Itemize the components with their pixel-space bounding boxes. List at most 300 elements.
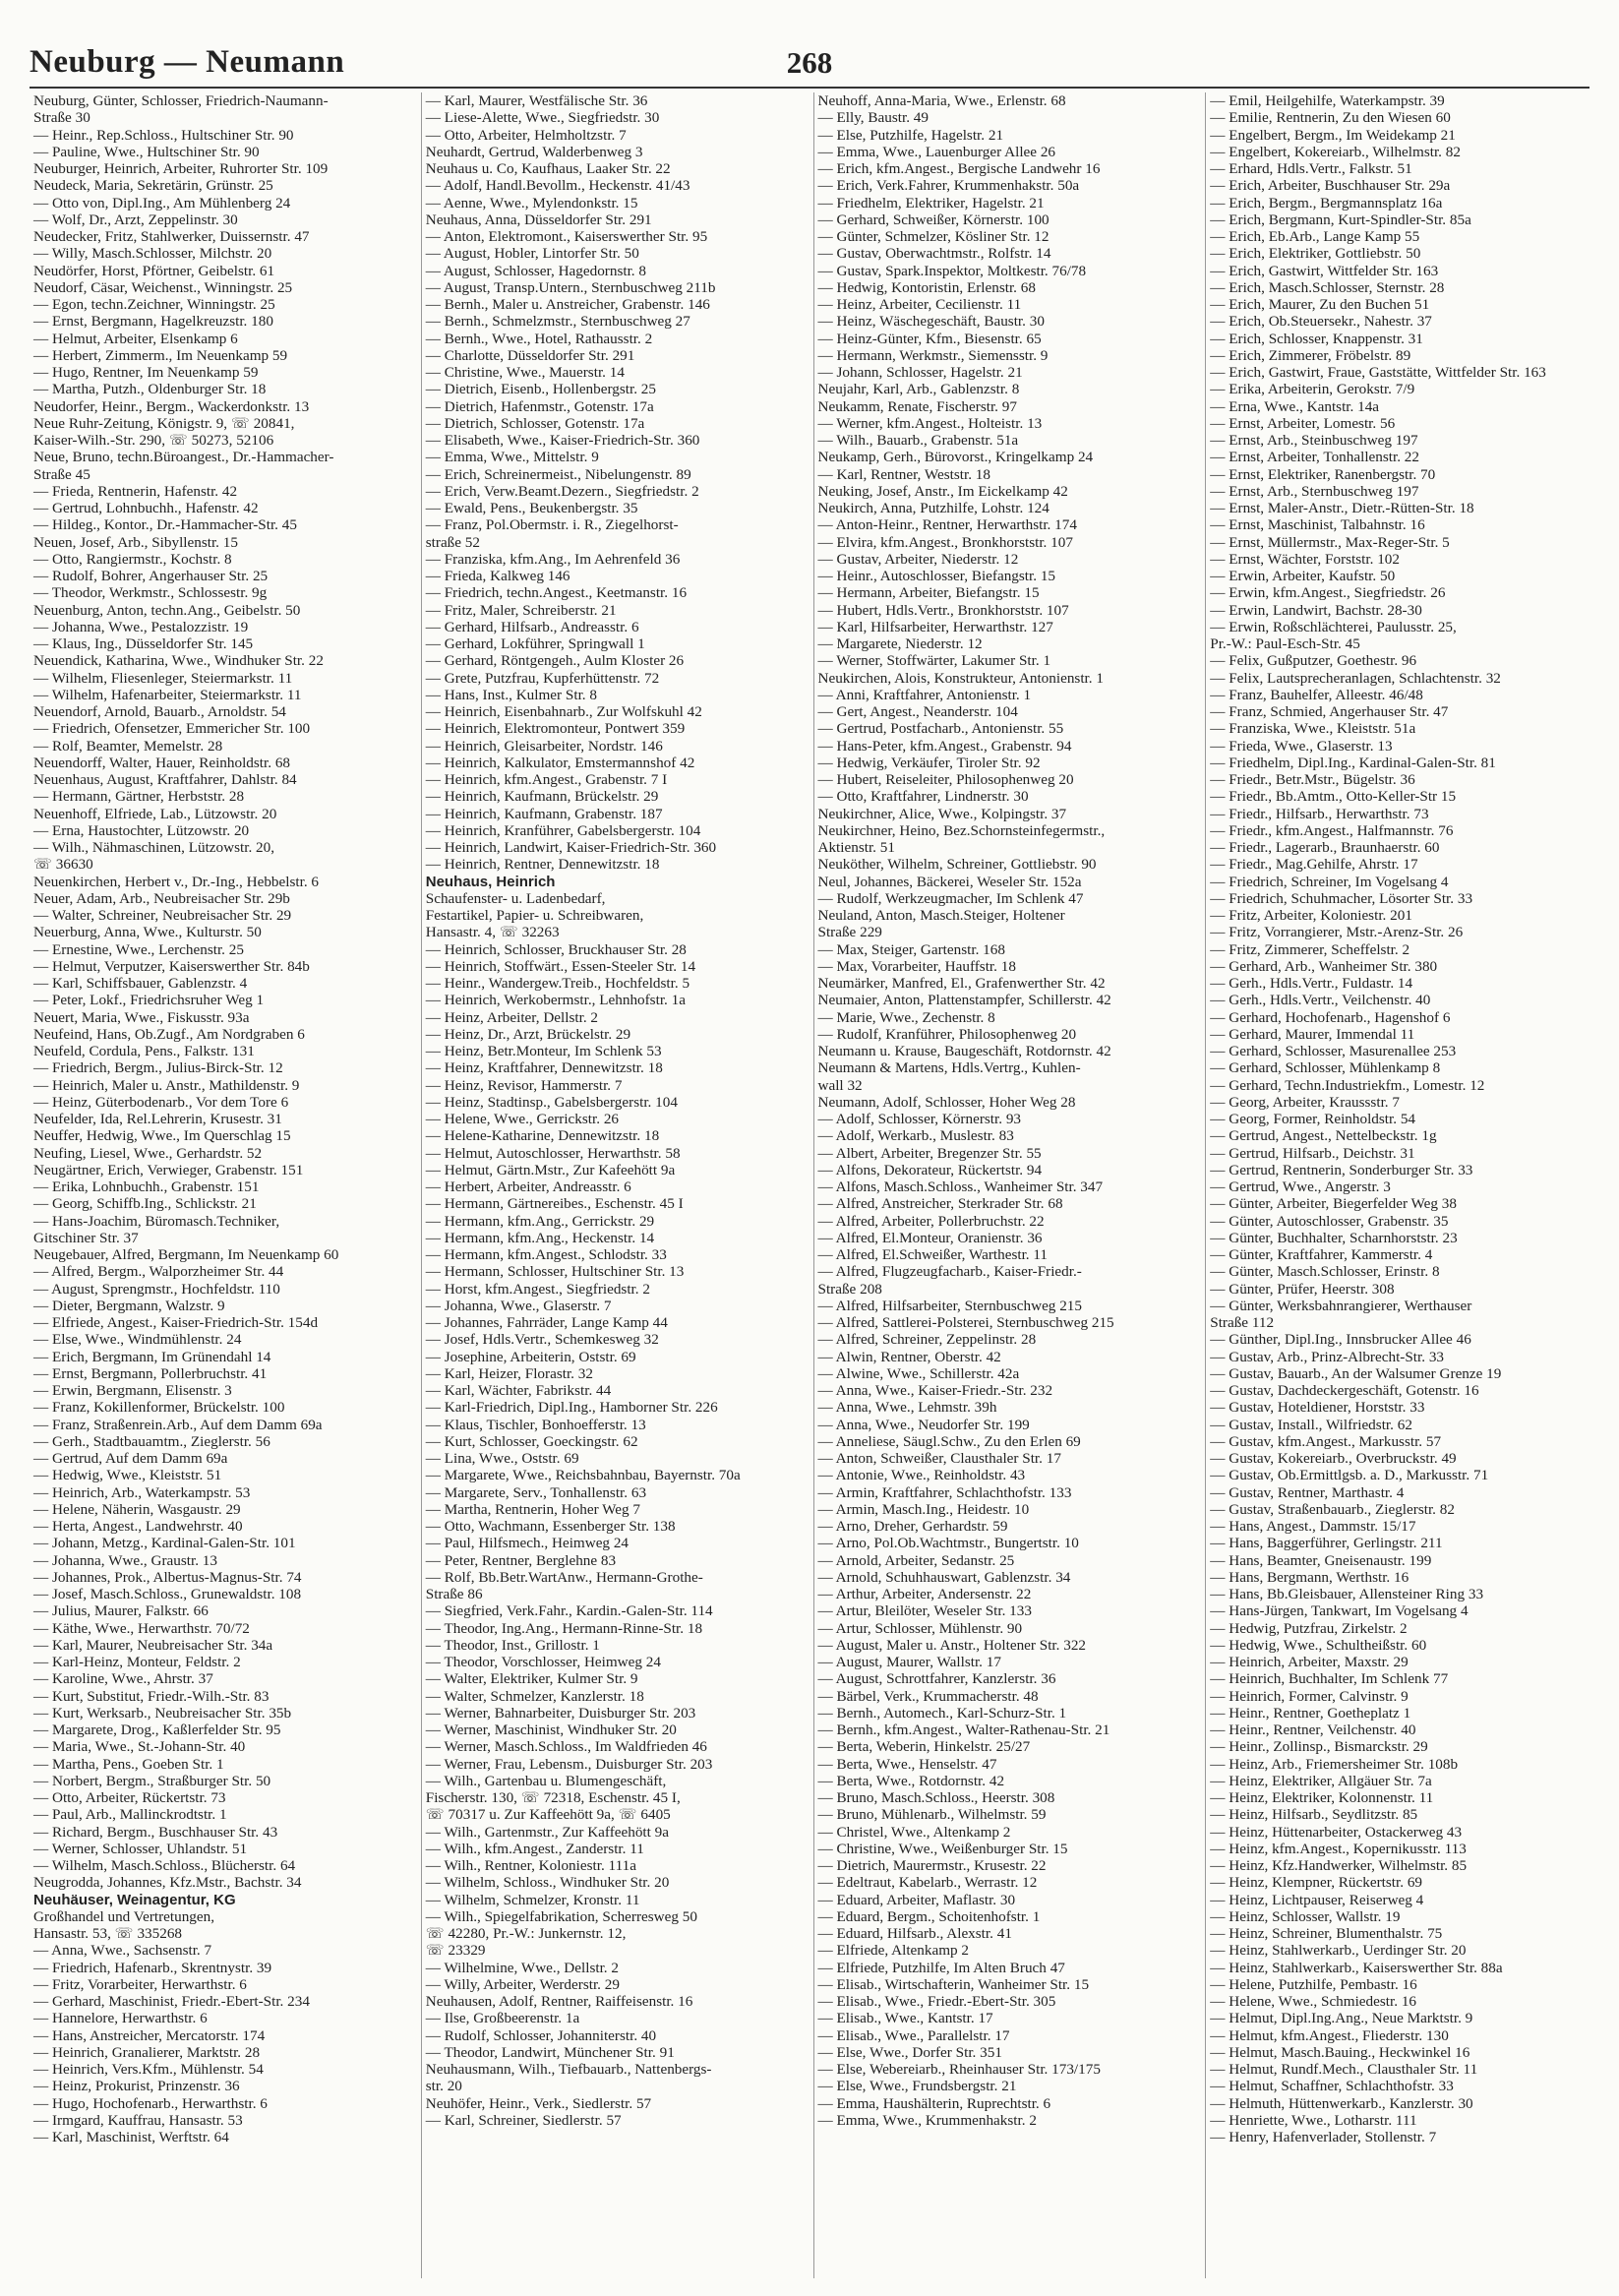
directory-entry: — Willy, Arbeiter, Werderstr. 29 <box>425 1975 620 1993</box>
directory-entry: — Heinz, Klempner, Rückertstr. 69 <box>1210 1874 1423 1892</box>
directory-entry: — Erwin, Arbeiter, Kaufstr. 50 <box>1210 568 1396 584</box>
directory-entry: — Frieda, Wwe., Glaserstr. 13 <box>1210 737 1393 755</box>
directory-entry: — Heinz, Güterbodenarb., Vor dem Tore 6 <box>33 1093 289 1111</box>
directory-entry: — Rudolf, Werkzeugmacher, Im Schlenk 47 <box>817 889 1084 907</box>
directory-entry: — Erwin, Bergmann, Elisenstr. 3 <box>33 1382 232 1399</box>
directory-entry: Neufeld, Cordula, Pens., Falkstr. 131 <box>33 1043 255 1059</box>
directory-entry: — Margarete, Wwe., Reichsbahnbau, Bayernstr. 70a <box>425 1467 741 1484</box>
directory-entry: — Helene, Wwe., Gerrickstr. 26 <box>425 1111 620 1127</box>
directory-entry: — Friedrich, techn.Angest., Keetmanstr. 16 <box>425 584 688 602</box>
directory-entry: — Henriette, Wwe., Lotharstr. 111 <box>1210 2111 1417 2129</box>
directory-entry: — Theodor, Werkmstr., Schlossestr. 9g <box>33 584 268 602</box>
directory-entry: — Friedr., Bb.Amtm., Otto-Keller-Str 15 <box>1210 788 1457 806</box>
directory-entry: — Karl, Schiffsbauer, Gablenzstr. 4 <box>33 975 248 992</box>
directory-entry: Neuendorf, Arnold, Bauarb., Arnoldstr. 54 <box>33 703 286 720</box>
directory-entry: — Helmut, Gärtn.Mstr., Zur Kafeehött 9a <box>425 1161 676 1178</box>
directory-entry: Neue, Bruno, techn.Büroangest., Dr.-Hammacher- <box>33 449 334 466</box>
directory-entry: — Otto, Rangiermstr., Kochstr. 8 <box>33 550 232 568</box>
directory-entry: Neuhausen, Adolf, Rentner, Raiffeisenstr. 16 <box>425 1993 693 2010</box>
directory-entry: — Gertrud, Hilfsarb., Deichstr. 31 <box>1210 1144 1415 1162</box>
directory-entry: — Theodor, Inst., Grillostr. 1 <box>425 1636 600 1654</box>
directory-entry: — Heinz, Stahlwerkarb., Kaiserswerther Str. 88a <box>1210 1959 1503 1976</box>
directory-entry: — Erika, Arbeiterin, Gerokstr. 7/9 <box>1210 381 1415 398</box>
directory-entry: — Gertrud, Angest., Nettelbeckstr. 1g <box>1210 1127 1437 1145</box>
directory-entry: — Friedr., Betr.Mstr., Bügelstr. 36 <box>1210 771 1415 788</box>
directory-entry: — Helmut, Arbeiter, Elsenkamp 6 <box>33 330 238 347</box>
directory-entry: — Artur, Schlosser, Mühlenstr. 90 <box>817 1619 1023 1637</box>
directory-entry: — Max, Vorarbeiter, Hauffstr. 18 <box>817 957 1016 975</box>
directory-entry: — Helene, Wwe., Schmiedestr. 16 <box>1210 1993 1417 2010</box>
directory-entry: — Heinz, Arb., Friemersheimer Str. 108b <box>1210 1755 1459 1773</box>
directory-entry: — Heinrich, Arbeiter, Maxstr. 29 <box>1210 1654 1409 1670</box>
directory-entry: — Karl-Friedrich, Dipl.Ing., Hamborner Str. 226 <box>425 1399 718 1417</box>
directory-entry: — Anton, Elektromont., Kaiserswerther Str. 95 <box>425 228 708 245</box>
directory-entry: — Gustav, Arbeiter, Niederstr. 12 <box>817 550 1019 568</box>
directory-entry: — Heinz, Stahlwerkarb., Uerdinger Str. 20 <box>1210 1942 1467 1960</box>
directory-entry: Neugebauer, Alfred, Bergmann, Im Neuenkamp 60 <box>33 1246 339 1263</box>
directory-entry: ☏ 70317 u. Zur Kaffeehött 9a, ☏ 6405 <box>425 1806 671 1824</box>
directory-entry: str. 20 <box>425 2078 462 2095</box>
directory-entry: — Erna, Wwe., Kantstr. 14a <box>1210 397 1380 415</box>
directory-entry: — Werner, Maschinist, Windhuker Str. 20 <box>425 1722 677 1738</box>
directory-entry: — Martha, Rentnerin, Hoher Weg 7 <box>425 1500 640 1518</box>
directory-entry: — Bernh., Wwe., Hotel, Rathausstr. 2 <box>425 330 653 347</box>
directory-entry: — Wilh., kfm.Angest., Zanderstr. 11 <box>425 1840 644 1857</box>
directory-entry: Neuhardt, Gertrud, Walderbenweg 3 <box>425 143 643 160</box>
directory-entry: — Arno, Pol.Ob.Wachtmstr., Bungertstr. 10 <box>817 1535 1079 1552</box>
directory-entry: Neuburg, Günter, Schlosser, Friedrich-Naumann- <box>33 92 329 109</box>
directory-entry: — Karl-Heinz, Monteur, Feldstr. 2 <box>33 1654 241 1670</box>
directory-entry: — Else, Wwe., Windmühlenstr. 24 <box>33 1331 242 1349</box>
directory-entry: — Gustav, kfm.Angest., Markusstr. 57 <box>1210 1432 1442 1450</box>
directory-entry: — Alfred, Hilfsarbeiter, Sternbuschweg 215 <box>817 1297 1082 1314</box>
directory-entry: — Gustav, Kokereiarb., Overbruckstr. 49 <box>1210 1450 1457 1467</box>
directory-entry: — Elfriede, Altenkamp 2 <box>817 1942 970 1960</box>
directory-entry: — Paul, Arb., Mallinckrodtstr. 1 <box>33 1806 227 1824</box>
column-4 <box>1206 92 1597 2278</box>
directory-entry: — Heinr., Rentner, Veilchenstr. 40 <box>1210 1722 1416 1738</box>
directory-entry: — Heinrich, Rentner, Dennewitzstr. 18 <box>425 856 660 874</box>
directory-entry: — Erich, Schlosser, Knappenstr. 31 <box>1210 330 1423 347</box>
directory-entry: — Gerhard, Hochofenarb., Hagenshof 6 <box>1210 1008 1451 1026</box>
directory-entry: Neuffer, Hedwig, Wwe., Im Querschlag 15 <box>33 1127 291 1145</box>
directory-entry: — Anna, Wwe., Lehmstr. 39h <box>817 1399 997 1417</box>
directory-entry: — Heinrich, Former, Calvinstr. 9 <box>1210 1687 1409 1705</box>
directory-entry: — Friedr., Hilfsarb., Herwarthstr. 73 <box>1210 805 1429 822</box>
directory-entry: — Otto, Kraftfahrer, Lindnerstr. 30 <box>817 788 1029 806</box>
directory-entry: — Charlotte, Düsseldorfer Str. 291 <box>425 346 635 364</box>
directory-entry: — Heinrich, Stoffwärt., Essen-Steeler Str. 14 <box>425 957 696 975</box>
directory-entry: — Hans, Bergmann, Werthstr. 16 <box>1210 1568 1409 1586</box>
directory-entry: — Rudolf, Schlosser, Johanniterstr. 40 <box>425 2026 657 2044</box>
directory-entry: — Ernst, Müllermstr., Max-Reger-Str. 5 <box>1210 533 1450 551</box>
directory-entry: — Friedrich, Schreiner, Im Vogelsang 4 <box>1210 873 1449 890</box>
directory-entry: — Franz, Bauhelfer, Alleestr. 46/48 <box>1210 686 1423 703</box>
directory-entry: — Gerhard, Lokführer, Springwall 1 <box>425 635 645 652</box>
directory-entry: — Theodor, Landwirt, Münchener Str. 91 <box>425 2043 675 2061</box>
directory-entry: Neufeind, Hans, Ob.Zugf., Am Nordgraben 6 <box>33 1025 305 1043</box>
directory-entry: — Werner, kfm.Angest., Holteistr. 13 <box>817 414 1043 432</box>
directory-entry: — Erich, Zimmerer, Fröbelstr. 89 <box>1210 346 1411 364</box>
directory-entry: — Heinrich, Werkobermstr., Lehnhofstr. 1a <box>425 992 686 1009</box>
directory-entry: — Wilhelm, Schloss., Windhuker Str. 20 <box>425 1874 670 1892</box>
directory-entry: Neugrodda, Johannes, Kfz.Mstr., Bachstr. 34 <box>33 1874 302 1892</box>
directory-entry: — Rudolf, Bohrer, Angerhauser Str. 25 <box>33 568 269 584</box>
directory-entry: — Erwin, kfm.Angest., Siegfriedstr. 26 <box>1210 584 1446 602</box>
page-header <box>30 37 1589 89</box>
directory-entry: — Gertrud, Wwe., Angerstr. 3 <box>1210 1178 1391 1195</box>
directory-entry: Neuburger, Heinrich, Arbeiter, Ruhrorter Str. 109 <box>33 160 329 177</box>
directory-entry: — Heinrich, Landwirt, Kaiser-Friedrich-Str. 360 <box>425 839 717 856</box>
directory-entry: — Alfred, Arbeiter, Pollerbruchstr. 22 <box>817 1212 1045 1230</box>
directory-entry: — Heinz, Arbeiter, Dellstr. 2 <box>425 1008 599 1026</box>
directory-entry: — Johanna, Wwe., Pestalozzistr. 19 <box>33 618 249 635</box>
directory-entry: — Bruno, Masch.Schloss., Heerstr. 308 <box>817 1789 1055 1806</box>
directory-entry: — Helmut, Schaffner, Schlachthofstr. 33 <box>1210 2078 1454 2095</box>
directory-entry: Schaufenster- u. Ladenbedarf, <box>425 889 606 907</box>
directory-entry: — Adolf, Schlosser, Körnerstr. 93 <box>817 1111 1022 1127</box>
directory-entry: — Helmuth, Hüttenwerkarb., Kanzlerstr. 30 <box>1210 2094 1473 2112</box>
directory-entry: — Egon, techn.Zeichner, Winningstr. 25 <box>33 296 275 313</box>
directory-entry: ☏ 23329 <box>425 1942 486 1960</box>
directory-entry: — August, Hobler, Lintorfer Str. 50 <box>425 245 639 263</box>
directory-entry: — Helmut, Rundf.Mech., Clausthaler Str. 11 <box>1210 2061 1478 2078</box>
directory-entry: — Günther, Dipl.Ing., Innsbrucker Allee 46 <box>1210 1331 1471 1349</box>
directory-entry: Straße 45 <box>33 465 90 483</box>
directory-entry: — Frieda, Rentnerin, Hafenstr. 42 <box>33 482 238 500</box>
directory-entry: — Anna, Wwe., Sachsenstr. 7 <box>33 1942 212 1960</box>
directory-entry: — Artur, Bleilöter, Weseler Str. 133 <box>817 1602 1032 1620</box>
directory-entry: — Elvira, kfm.Angest., Bronkhorststr. 107 <box>817 533 1073 551</box>
directory-entry: — Ilse, Großbeerenstr. 1a <box>425 2010 580 2027</box>
directory-entry: — Pauline, Wwe., Hultschiner Str. 90 <box>33 143 260 160</box>
directory-entry: Neuerburg, Anna, Wwe., Kulturstr. 50 <box>33 924 262 941</box>
directory-entry: — Walter, Elektriker, Kulmer Str. 9 <box>425 1670 638 1688</box>
directory-entry: — Elly, Baustr. 49 <box>817 109 929 127</box>
directory-entry: — Wilhelm, Masch.Schloss., Blücherstr. 64 <box>33 1857 296 1874</box>
directory-entry: Neufelder, Ida, Rel.Lehrerin, Krusestr. 31 <box>33 1111 282 1127</box>
directory-entry: — Heinz, Betr.Monteur, Im Schlenk 53 <box>425 1043 662 1059</box>
directory-entry: — Erich, Schreinermeist., Nibelungenstr. 89 <box>425 465 691 483</box>
directory-entry: — Wilhelm, Hafenarbeiter, Steiermarkstr. 11 <box>33 686 302 703</box>
directory-entry: Neumärker, Manfred, El., Grafenwerther Str. 42 <box>817 975 1106 992</box>
directory-entry: — Gustav, Dachdeckergeschäft, Gotenstr. 16 <box>1210 1382 1479 1399</box>
directory-entry: Neuland, Anton, Masch.Steiger, Holtener <box>817 907 1065 924</box>
header-title: Neuburg — Neumann <box>30 44 345 80</box>
directory-entry: — Willy, Masch.Schlosser, Milchstr. 20 <box>33 245 272 263</box>
directory-entry: — Richard, Bergm., Buschhauser Str. 43 <box>33 1823 278 1841</box>
page-number: 268 <box>786 45 833 80</box>
directory-entry: — Franz, Kokillenformer, Brückelstr. 100 <box>33 1399 285 1417</box>
directory-entry: Kaiser-Wilh.-Str. 290, ☏ 50273, 52106 <box>33 432 274 449</box>
directory-entry: Aktienstr. 51 <box>817 839 895 856</box>
directory-entry: — Hedwig, Putzfrau, Zirkelstr. 2 <box>1210 1619 1408 1637</box>
directory-entry: — Armin, Masch.Ing., Heidestr. 10 <box>817 1500 1030 1518</box>
directory-entry: — Heinz, Kraftfahrer, Dennewitzstr. 18 <box>425 1059 663 1077</box>
directory-entry: — Rolf, Beamter, Memelstr. 28 <box>33 737 223 755</box>
directory-entry: — Josef, Hdls.Vertr., Schemkesweg 32 <box>425 1331 659 1349</box>
directory-entry: — Marie, Wwe., Zechenstr. 8 <box>817 1008 995 1026</box>
directory-entry: Neuking, Josef, Anstr., Im Eickelkamp 42 <box>817 482 1068 500</box>
directory-entry: — Erich, Gastwirt, Fraue, Gaststätte, Wittfelder Str. 163 <box>1210 364 1546 381</box>
directory-entry: — Anton, Schweißer, Clausthaler Str. 17 <box>817 1450 1061 1467</box>
directory-entry: — Otto, Wachmann, Essenberger Str. 138 <box>425 1518 676 1535</box>
directory-entry: — Helmut, kfm.Angest., Fliederstr. 130 <box>1210 2026 1449 2044</box>
directory-entry: — Gert, Angest., Neanderstr. 104 <box>817 703 1018 720</box>
directory-entry: — Theodor, Ing.Ang., Hermann-Rinne-Str. 18 <box>425 1619 703 1637</box>
directory-entry: — Friedhelm, Elektriker, Hagelstr. 21 <box>817 194 1045 211</box>
directory-entry: — Erich, Elektriker, Gottliebstr. 50 <box>1210 245 1421 263</box>
directory-entry: Neukirchner, Heino, Bez.Schornsteinfegermstr., <box>817 821 1106 839</box>
directory-entry: — Gerhard, Röntgengeh., Aulm Kloster 26 <box>425 652 685 670</box>
directory-entry: — Georg, Former, Reinholdstr. 54 <box>1210 1111 1416 1127</box>
directory-entry: — Heinrich, Kranführer, Gabelsbergerstr. 104 <box>425 821 701 839</box>
directory-entry: Straße 208 <box>817 1280 882 1298</box>
directory-entry: Großhandel und Vertretungen, <box>33 1907 215 1925</box>
directory-entry: Neul, Johannes, Bäckerei, Weseler Str. 152a <box>817 873 1082 890</box>
directory-entry: — Rolf, Bb.Betr.WartAnw., Hermann-Grothe- <box>425 1568 703 1586</box>
directory-entry: — Anton-Heinr., Rentner, Herwarthstr. 174 <box>817 516 1077 534</box>
directory-entry: — Gerhard, Techn.Industriekfm., Lomestr. 12 <box>1210 1076 1485 1094</box>
directory-entry: — Herbert, Arbeiter, Andreasstr. 6 <box>425 1178 631 1195</box>
directory-entry: — Herta, Angest., Landwehrstr. 40 <box>33 1518 243 1535</box>
directory-entry: — Adolf, Werkarb., Muslestr. 83 <box>817 1127 1014 1145</box>
directory-entry: — Bärbel, Verk., Krummacherstr. 48 <box>817 1687 1039 1705</box>
directory-entry: — Gerhard, Maschinist, Friedr.-Ebert-Str. 234 <box>33 1993 310 2010</box>
directory-entry: — Martha, Putzh., Oldenburger Str. 18 <box>33 381 267 398</box>
directory-entry: — Theodor, Vorschlosser, Heimweg 24 <box>425 1654 661 1670</box>
directory-entry: Neugärtner, Erich, Verwieger, Grabenstr. 151 <box>33 1161 304 1178</box>
directory-entry: — Franziska, kfm.Ang., Im Aehrenfeld 36 <box>425 550 681 568</box>
directory-entry: — Eduard, Arbeiter, Maflastr. 30 <box>817 1891 1016 1908</box>
directory-entry: — Wilh., Spiegelfabrikation, Scherresweg 50 <box>425 1907 697 1925</box>
directory-entry: — August, Transp.Untern., Sternbuschweg 211b <box>425 278 716 296</box>
directory-entry: Neudecker, Fritz, Stahlwerker, Duissernstr. 47 <box>33 228 310 245</box>
directory-entry: — Anna, Wwe., Neudorfer Str. 199 <box>817 1416 1030 1433</box>
directory-entry: — August, Maurer, Wallstr. 17 <box>817 1654 1001 1670</box>
directory-entry: — Fritz, Vorarbeiter, Herwarthstr. 6 <box>33 1975 247 1993</box>
directory-entry: — Gerh., Hdls.Vertr., Fuldastr. 14 <box>1210 975 1413 992</box>
directory-entry: — Hans-Jürgen, Tankwart, Im Vogelsang 4 <box>1210 1602 1469 1620</box>
directory-entry: — Hermann, kfm.Ang., Gerrickstr. 29 <box>425 1212 655 1230</box>
directory-entry: — Günter, Prüfer, Heerstr. 308 <box>1210 1280 1395 1298</box>
column-2 <box>422 92 814 2278</box>
directory-entry: — Alwine, Wwe., Schillerstr. 42a <box>817 1364 1020 1382</box>
directory-entry: — Franz, Pol.Obermstr. i. R., Ziegelhorst- <box>425 516 679 534</box>
directory-entry: — Berta, Wwe., Henselstr. 47 <box>817 1755 997 1773</box>
directory-entry: — Karl, Maschinist, Werftstr. 64 <box>33 2129 229 2145</box>
directory-entry: — Wilh., Bauarb., Grabenstr. 51a <box>817 432 1019 449</box>
directory-entry: — Hermann, Arbeiter, Biefangstr. 15 <box>817 584 1040 602</box>
directory-entry: — Peter, Rentner, Berglehne 83 <box>425 1551 617 1569</box>
directory-entry: — Ernst, Arbeiter, Tonhallenstr. 22 <box>1210 449 1419 466</box>
directory-entry: — Aenne, Wwe., Mylendonkstr. 15 <box>425 194 638 211</box>
directory-entry: — Arno, Dreher, Gerhardstr. 59 <box>817 1518 1008 1535</box>
directory-entry: Neuhoff, Anna-Maria, Wwe., Erlenstr. 68 <box>817 92 1066 109</box>
directory-entry: — Heinrich, kfm.Angest., Grabenstr. 7 I <box>425 771 668 788</box>
directory-entry: — Kurt, Substitut, Friedr.-Wilh.-Str. 83 <box>33 1687 270 1705</box>
directory-entry: — Hans-Peter, kfm.Angest., Grabenstr. 94 <box>817 737 1072 755</box>
directory-entry: — Bruno, Mühlenarb., Wilhelmstr. 59 <box>817 1806 1047 1824</box>
directory-entry: — Kurt, Schlosser, Goeckingstr. 62 <box>425 1432 638 1450</box>
directory-entry: — Hans, Angest., Dammstr. 15/17 <box>1210 1518 1416 1535</box>
directory-entry: — Heinz, kfm.Angest., Kopernikusstr. 113 <box>1210 1840 1467 1857</box>
directory-entry: — Gustav, Oberwachtmstr., Rolfstr. 14 <box>817 245 1051 263</box>
directory-entry: — Alfred, Anstreicher, Sterkrader Str. 68 <box>817 1195 1063 1213</box>
directory-entry: — Heinz, Arbeiter, Cecilienstr. 11 <box>817 296 1022 313</box>
directory-entry: — Johannes, Fahrräder, Lange Kamp 44 <box>425 1314 668 1331</box>
directory-entry: Neuköther, Wilhelm, Schreiner, Gottliebstr. 90 <box>817 856 1097 874</box>
directory-entry: — Hedwig, Verkäufer, Tiroler Str. 92 <box>817 754 1041 771</box>
directory-entry: — Alfred, El.Schweißer, Warthestr. 11 <box>817 1246 1049 1263</box>
directory-entry: — Karl, Heizer, Florastr. 32 <box>425 1364 593 1382</box>
directory-entry: — Ernst, Elektriker, Ranenbergstr. 70 <box>1210 465 1436 483</box>
directory-entry: Neukirch, Anna, Putzhilfe, Lohstr. 124 <box>817 500 1049 516</box>
directory-entry: — Anneliese, Säugl.Schw., Zu den Erlen 69 <box>817 1432 1081 1450</box>
directory-entry: — Wilhelm, Fliesenleger, Steiermarkstr. 11 <box>33 669 293 687</box>
directory-entry: — Hans, Bb.Gleisbauer, Allensteiner Ring 33 <box>1210 1586 1484 1602</box>
directory-entry: — Heinrich, Vers.Kfm., Mühlenstr. 54 <box>33 2061 264 2078</box>
directory-entry: — Otto, Arbeiter, Helmholtzstr. 7 <box>425 126 627 144</box>
directory-entry: — Else, Putzhilfe, Hagelstr. 21 <box>817 126 1004 144</box>
directory-entry: — Christel, Wwe., Altenkamp 2 <box>817 1823 1011 1841</box>
directory-entry: — Ewald, Pens., Beukenbergstr. 35 <box>425 500 638 516</box>
directory-entry: — Heinrich, Kaufmann, Grabenstr. 187 <box>425 805 663 822</box>
directory-entry: — Norbert, Bergm., Straßburger Str. 50 <box>33 1772 271 1789</box>
directory-entry: — Friedrich, Ofensetzer, Emmericher Str. 100 <box>33 720 311 738</box>
directory-entry: — Heinz, Stadtinsp., Gabelsbergerstr. 104 <box>425 1093 678 1111</box>
directory-entry: — Gertrud, Postfacharb., Antonienstr. 55 <box>817 720 1064 738</box>
directory-entry: — Helmut, Dipl.Ing.Ang., Neue Marktstr. 9 <box>1210 2010 1473 2027</box>
directory-entry: Hansastr. 4, ☏ 32263 <box>425 924 560 941</box>
directory-entry: Neuhausmann, Wilh., Tiefbauarb., Nattenbergs- <box>425 2061 712 2078</box>
directory-entry: — Franz, Straßenrein.Arb., Auf dem Damm 69a <box>33 1416 323 1433</box>
directory-entry: — Maria, Wwe., St.-Johann-Str. 40 <box>33 1738 246 1756</box>
directory-entry: Neuhaus u. Co, Kaufhaus, Laaker Str. 22 <box>425 160 671 177</box>
directory-entry: — Emma, Wwe., Mittelstr. 9 <box>425 449 599 466</box>
directory-entry: — Engelbert, Bergm., Im Weidekamp 21 <box>1210 126 1456 144</box>
directory-entry: — Elisab., Wwe., Parallelstr. 17 <box>817 2026 1010 2044</box>
directory-entry: — Heinrich, Kaufmann, Brückelstr. 29 <box>425 788 659 806</box>
directory-entry: — Hannelore, Herwarthstr. 6 <box>33 2010 208 2027</box>
directory-entry: — Günter, Kraftfahrer, Kammerstr. 4 <box>1210 1246 1433 1263</box>
directory-entry: — Ernst, Maschinist, Talbahnstr. 16 <box>1210 516 1425 534</box>
directory-entry: — Eduard, Hilfsarb., Alexstr. 41 <box>817 1925 1012 1942</box>
directory-entry: — Hermann, Gärtner, Herbststr. 28 <box>33 788 245 806</box>
directory-entry: — Günter, Werksbahnrangierer, Werthauser <box>1210 1297 1472 1314</box>
directory-entry: — Berta, Weberin, Hinkelstr. 25/27 <box>817 1738 1031 1756</box>
directory-entry: wall 32 <box>817 1076 863 1094</box>
directory-entry: — Bernh., Schmelzmstr., Sternbuschweg 27 <box>425 313 690 331</box>
directory-entry: — Werner, Schlosser, Uhlandstr. 51 <box>33 1840 248 1857</box>
directory-entry: — Gustav, Hoteldiener, Horststr. 33 <box>1210 1399 1425 1417</box>
directory-entry: — Erich, Verk.Fahrer, Krummenhakstr. 50a <box>817 177 1080 195</box>
directory-entry: — Arnold, Arbeiter, Sedanstr. 25 <box>817 1551 1015 1569</box>
directory-entry: — Heinrich, Eisenbahnarb., Zur Wolfskuhl 42 <box>425 703 702 720</box>
directory-entry: Neudorf, Cäsar, Weichenst., Winningstr. 25 <box>33 278 293 296</box>
directory-entry: — Erich, Bergm., Bergmannsplatz 16a <box>1210 194 1443 211</box>
directory-entry: — Rudolf, Kranführer, Philosophenweg 20 <box>817 1025 1077 1043</box>
directory-entry: — Heinz, Schreiner, Blumenthalstr. 75 <box>1210 1925 1443 1942</box>
directory-entry: Neudörfer, Horst, Pförtner, Geibelstr. 61 <box>33 262 275 279</box>
directory-entry: — Friedhelm, Dipl.Ing., Kardinal-Galen-Str. 81 <box>1210 754 1496 771</box>
directory-entry: — Hermann, Gärtnereibes., Eschenstr. 45 I <box>425 1195 684 1213</box>
directory-entry: — Hans, Inst., Kulmer Str. 8 <box>425 686 597 703</box>
directory-entry: — Heinr., Rentner, Goetheplatz 1 <box>1210 1704 1411 1722</box>
directory-entry: Pr.-W.: Paul-Esch-Str. 45 <box>1210 635 1360 652</box>
directory-entry: — Heinz, Schlosser, Wallstr. 19 <box>1210 1907 1401 1925</box>
directory-entry: — August, Schrottfahrer, Kanzlerstr. 36 <box>817 1670 1056 1688</box>
directory-entry: — Alfons, Dekorateur, Rückertstr. 94 <box>817 1161 1043 1178</box>
directory-entry: — Armin, Kraftfahrer, Schlachthofstr. 133 <box>817 1483 1072 1501</box>
directory-entry: — Karl, Schreiner, Siedlerstr. 57 <box>425 2111 622 2129</box>
directory-entry: — Wilh., Rentner, Koloniestr. 111a <box>425 1857 636 1874</box>
directory-entry: — Karl, Maurer, Westfälische Str. 36 <box>425 92 648 109</box>
directory-entry: — Hans, Beamter, Gneisenaustr. 199 <box>1210 1551 1432 1569</box>
directory-entry: — Bernh., Automech., Karl-Schurz-Str. 1 <box>817 1704 1067 1722</box>
directory-entry: — Gertrud, Lohnbuchh., Hafenstr. 42 <box>33 500 259 516</box>
directory-entry: Hansastr. 53, ☏ 335268 <box>33 1925 183 1942</box>
directory-entry: — Alwin, Rentner, Oberstr. 42 <box>817 1348 1001 1365</box>
directory-entry: Neuhöfer, Heinr., Verk., Siedlerstr. 57 <box>425 2094 652 2112</box>
directory-entry: — Friedrich, Hafenarb., Skrentnystr. 39 <box>33 1959 272 1976</box>
directory-entry: — Elfriede, Putzhilfe, Im Alten Bruch 47 <box>817 1959 1065 1976</box>
directory-entry: — Heinrich, Elektromonteur, Pontwert 359 <box>425 720 686 738</box>
directory-entry: — Max, Steiger, Gartenstr. 168 <box>817 940 1005 958</box>
directory-entry: — Else, Webereiarb., Rheinhauser Str. 173/175 <box>817 2061 1101 2078</box>
directory-entry: — Käthe, Wwe., Herwarthstr. 70/72 <box>33 1619 250 1637</box>
directory-entry: — Edeltraut, Kabelarb., Werrastr. 12 <box>817 1874 1038 1892</box>
directory-entry: — Alfred, Bergm., Walporzheimer Str. 44 <box>33 1263 284 1281</box>
directory-entry: Neukamp, Gerh., Bürovorst., Kringelkamp 24 <box>817 449 1094 466</box>
directory-entry: ☏ 42280, Pr.-W.: Junkernstr. 12, <box>425 1925 627 1942</box>
directory-entry: — Erich, Masch.Schlosser, Sternstr. 28 <box>1210 278 1445 296</box>
directory-entry: — Elisabeth, Wwe., Kaiser-Friedrich-Str. 360 <box>425 432 700 449</box>
directory-entry: Neue Ruhr-Zeitung, Königstr. 9, ☏ 20841, <box>33 414 295 432</box>
directory-entry: — Ernestine, Wwe., Lerchenstr. 25 <box>33 940 244 958</box>
directory-entry: — Heinrich, Kalkulator, Emstermannshof 42 <box>425 754 695 771</box>
directory-entry: — Karl, Wächter, Fabrikstr. 44 <box>425 1382 612 1399</box>
directory-entry: — Johannes, Prok., Albertus-Magnus-Str. 74 <box>33 1568 302 1586</box>
directory-entry: — August, Maler u. Anstr., Holtener Str. 322 <box>817 1636 1087 1654</box>
directory-entry: Neujahr, Karl, Arb., Gablenzstr. 8 <box>817 381 1020 398</box>
directory-entry: Straße 30 <box>33 109 90 127</box>
directory-entry: — Karl, Maurer, Neubreisacher Str. 34a <box>33 1636 273 1654</box>
directory-entry: — Heinz, Elektriker, Kolonnenstr. 11 <box>1210 1789 1434 1806</box>
directory-entry: — Hedwig, Kontoristin, Erlenstr. 68 <box>817 278 1036 296</box>
directory-entry: — Heinrich, Gleisarbeiter, Nordstr. 146 <box>425 737 663 755</box>
directory-entry: — Erich, Arbeiter, Buschhauser Str. 29a <box>1210 177 1451 195</box>
directory-entry: — Wilh., Gartenbau u. Blumengeschäft, <box>425 1772 667 1789</box>
directory-entry: — Eduard, Bergm., Schoitenhofstr. 1 <box>817 1907 1041 1925</box>
directory-entry: — Elisab., Wirtschafterin, Wanheimer Str. 15 <box>817 1975 1090 1993</box>
directory-entry: Neumann, Adolf, Schlosser, Hoher Weg 28 <box>817 1093 1076 1111</box>
directory-entry: — Gustav, Spark.Inspektor, Moltkestr. 76/78 <box>817 262 1087 279</box>
directory-entry: — Emilie, Rentnerin, Zu den Wiesen 60 <box>1210 109 1451 127</box>
directory-entry: — Gerh., Hdls.Vertr., Veilchenstr. 40 <box>1210 992 1431 1009</box>
directory-entry: — Margarete, Serv., Tonhallenstr. 63 <box>425 1483 647 1501</box>
directory-entry: — Gustav, Bauarb., An der Walsumer Grenze 19 <box>1210 1364 1502 1382</box>
directory-entry: — Erwin, Landwirt, Bachstr. 28-30 <box>1210 601 1422 619</box>
directory-entry: — Heinz, Kfz.Handwerker, Wilhelmstr. 85 <box>1210 1857 1468 1874</box>
directory-entry: — Heinrich, Schlosser, Bruckhauser Str. 28 <box>425 940 687 958</box>
directory-entry: Neudeck, Maria, Sekretärin, Grünstr. 25 <box>33 177 273 195</box>
directory-entry: — Ernst, Bergmann, Pollerbruchstr. 41 <box>33 1364 268 1382</box>
directory-entry: — Günter, Schmelzer, Kösliner Str. 12 <box>817 228 1049 245</box>
directory-entry: — Emma, Wwe., Krummenhakstr. 2 <box>817 2111 1037 2129</box>
directory-entry: — Wilh., Nähmaschinen, Lützowstr. 20, <box>33 839 275 856</box>
directory-entry: — Erich, Ob.Steuersekr., Nahestr. 37 <box>1210 313 1432 331</box>
